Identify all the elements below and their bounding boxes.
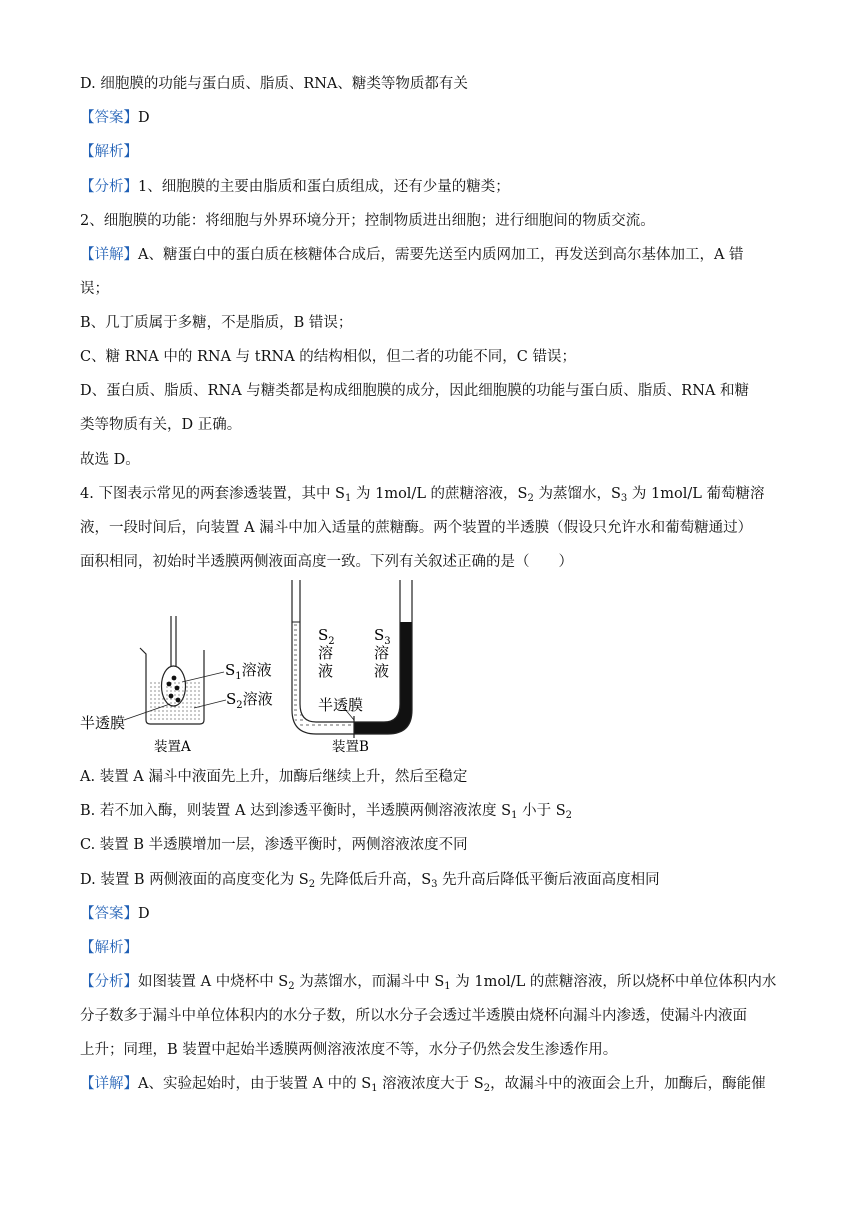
text-line: 上升；同理，B 装置中起始半透膜两侧溶液浓度不等，水分子仍然会发生渗透作用。 (80, 1042, 618, 1058)
text-line: 分子数多于漏斗中单位体积内的水分子数，所以水分子会透过半透膜由烧杯向漏斗内渗透，使漏斗内液面 (80, 1008, 747, 1024)
answer-line: 【答案】D (80, 110, 150, 126)
s3-label-b: $S_3$ (374, 626, 391, 647)
question-line-2: 液，一段时间后，向装置 A 漏斗中加入适量的蔗糖酶。两个装置的半透膜（假设只允许水和葡萄糖通过） (80, 520, 753, 536)
fenxi-line: 【分析】1、细胞膜的主要由脂质和蛋白质组成，还有少量的糖类； (80, 179, 510, 195)
membrane-b-label: 半透膜 (318, 696, 364, 714)
analysis-heading: 【解析】 (80, 144, 138, 160)
question-line-3: 面积相同，初始时半透膜两侧液面高度一致。下列有关叙述正确的是（ ） (80, 554, 573, 570)
xiangjie-line: 【详解】A、糖蛋白中的蛋白质在核糖体合成后，需要先送至内质网加工，再发送到高尔基体加工，A 错 (80, 247, 744, 263)
s3-char-1: 溶 (374, 644, 390, 662)
funnel-solution (164, 679, 184, 705)
text-line: 误； (80, 281, 109, 297)
analysis-heading-2: 【解析】 (80, 940, 138, 956)
question-line-1: 4. 下图表示常见的两套渗透装置，其中 $S_1$ 为 1mol/L 的蔗糖溶液，$S_2$ 为蒸馏水，$S_3$ 为 1mol/L 葡萄糖溶 (80, 486, 765, 504)
s1-solution-label: $S_1$溶液 (225, 661, 272, 682)
solute-particle (175, 686, 180, 691)
leader-s1 (182, 672, 224, 682)
solute-particle (176, 698, 181, 703)
membrane-a-label: 半透膜 (80, 714, 126, 732)
caption-a: 装置A (154, 739, 191, 755)
option-d-prev: D. 细胞膜的功能与蛋白质、脂质、RNA、糖类等物质都有关 (80, 76, 468, 92)
text-line: 故选 D。 (80, 452, 140, 468)
option-c: C. 装置 B 半透膜增加一层，渗透平衡时，两侧溶液浓度不同 (80, 837, 468, 853)
text-line: 类等物质有关，D 正确。 (80, 417, 242, 433)
text-line: D、蛋白质、脂质、RNA 与糖类都是构成细胞膜的成分，因此细胞膜的功能与蛋白质、脂质、RNA 和糖 (80, 383, 749, 399)
caption-b: 装置B (332, 739, 369, 755)
answer-line-2: 【答案】D (80, 906, 150, 922)
s2-char-2: 液 (318, 662, 334, 680)
text-line: C、糖 RNA 中的 RNA 与 tRNA 的结构相似，但二者的功能不同，C 错误； (80, 349, 577, 365)
option-d: D. 装置 B 两侧液面的高度变化为 $S_2$ 先降低后升高，$S_3$ 先升高后降低平衡后液面高度相同 (80, 872, 660, 890)
s2-char-1: 溶 (318, 644, 334, 662)
apparatus-a (80, 616, 273, 755)
s2-label-b: $S_2$ (318, 626, 335, 647)
s3-char-2: 液 (374, 662, 390, 680)
s2-solution-label: $S_2$溶液 (226, 690, 273, 711)
apparatus-b (292, 580, 412, 755)
text-line: B、几丁质属于多糖，不是脂质，B 错误； (80, 315, 353, 331)
osmosis-figure (78, 578, 438, 760)
xiangjie-line-2: 【详解】A、实验起始时，由于装置 A 中的 $S_1$ 溶液浓度大于 $S_2$，故漏斗中的液面会上升，加酶后，酶能催 (80, 1076, 766, 1094)
fenxi-line-2: 【分析】如图装置 A 中烧杯中 $S_2$ 为蒸馏水，而漏斗中 $S_1$ 为 1mol/L 的蔗糖溶液，所以烧杯中单位体积内水 (80, 974, 777, 992)
solute-particle (172, 676, 177, 681)
option-a: A. 装置 A 漏斗中液面先上升，加酶后继续上升，然后至稳定 (80, 769, 468, 785)
solute-particle (169, 694, 174, 699)
option-b: B. 若不加入酶，则装置 A 达到渗透平衡时，半透膜两侧溶液浓度 $S_1$ 小于 $S_2$ (80, 803, 573, 821)
text-line: 2、细胞膜的功能：将细胞与外界环境分开；控制物质进出细胞；进行细胞间的物质交流。 (80, 213, 655, 229)
solute-particle (167, 682, 172, 687)
